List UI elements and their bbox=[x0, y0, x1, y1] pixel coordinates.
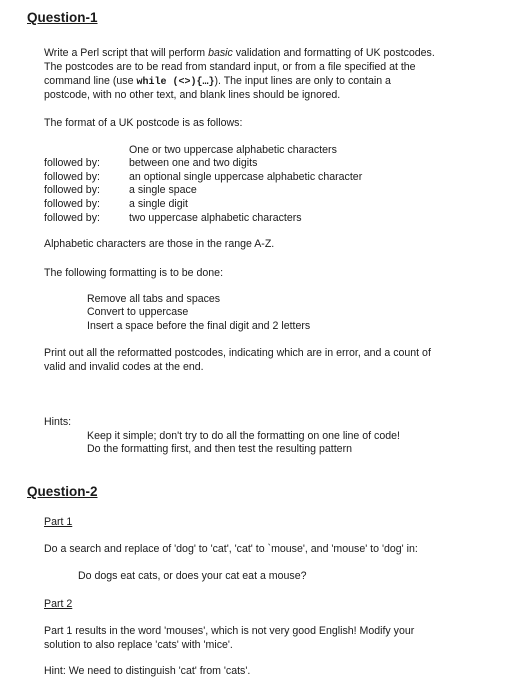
q1-intro-line-1-emphasis: basic bbox=[208, 47, 233, 59]
q1-intro-line-1-b: validation and formatting of UK postcodes. bbox=[232, 47, 435, 59]
q1-print-line-2: valid and invalid codes at the end. bbox=[44, 361, 204, 373]
q1-format-text-3: a single digit bbox=[129, 198, 188, 210]
q1-format-text-4: two uppercase alphabetic characters bbox=[129, 212, 302, 224]
q1-hints-label: Hints: bbox=[44, 416, 72, 428]
q1-format-first: One or two uppercase alphabetic characters bbox=[129, 144, 337, 156]
q1-format-label-3: followed by: bbox=[44, 198, 100, 210]
q1-alpha-note: Alphabetic characters are those in the range A-Z. bbox=[44, 238, 275, 250]
question-2-title: Question-2 bbox=[27, 484, 98, 499]
q1-format-label-4: followed by: bbox=[44, 212, 100, 224]
q1-code-snippet: while (<>){…} bbox=[136, 77, 215, 88]
q1-hint-0: Keep it simple; don't try to do all the formatting on one line of code! bbox=[87, 430, 400, 442]
q1-format-text-1: an optional single uppercase alphabetic character bbox=[129, 171, 363, 183]
q1-formatting-item-2: Insert a space before the final digit and 2 letters bbox=[87, 320, 311, 332]
q1-intro-line-1 bbox=[44, 47, 435, 61]
q2-part1-text: Do a search and replace of 'dog' to 'cat', 'cat' to `mouse', and 'mouse' to 'dog' in: bbox=[44, 543, 418, 555]
q2-part1-label: Part 1 bbox=[44, 516, 73, 528]
q1-print-line-1: Print out all the reformatted postcodes, indicating which are in error, and a count of bbox=[44, 347, 431, 359]
q1-format-heading: The format of a UK postcode is as follows: bbox=[44, 117, 243, 129]
q1-intro-line-4: postcode, with no other text, and blank lines should be ignored. bbox=[44, 89, 341, 101]
q1-formatting-item-0: Remove all tabs and spaces bbox=[87, 293, 221, 305]
q1-intro-line-2: The postcodes are to be read from standard input, or from a file specified at the bbox=[44, 61, 416, 73]
q1-formatting-item-1: Convert to uppercase bbox=[87, 306, 189, 318]
q2-part1-sentence: Do dogs eat cats, or does your cat eat a mouse? bbox=[78, 570, 307, 582]
q1-intro-line-1-a: Write a Perl script that will perform bbox=[44, 47, 209, 59]
q2-part2-line-2: solution to also replace 'cats' with 'mice'. bbox=[44, 639, 233, 651]
q1-intro-line-3 bbox=[44, 75, 391, 90]
q1-format-text-0: between one and two digits bbox=[129, 157, 258, 169]
q1-hint-1: Do the formatting first, and then test the resulting pattern bbox=[87, 443, 352, 455]
q2-part2-label: Part 2 bbox=[44, 598, 73, 610]
q1-intro-line-3-b: ). The input lines are only to contain a bbox=[214, 75, 391, 87]
q2-part2-line-1: Part 1 results in the word 'mouses', which is not very good English! Modify your bbox=[44, 625, 415, 637]
q2-hint: Hint: We need to distinguish 'cat' from 'cats'. bbox=[44, 665, 251, 677]
q1-formatting-heading: The following formatting is to be done: bbox=[44, 267, 224, 279]
q1-format-label-1: followed by: bbox=[44, 171, 100, 183]
question-1-title: Question-1 bbox=[27, 10, 98, 25]
q1-intro-line-3-a: command line (use bbox=[44, 75, 137, 87]
q1-format-label-0: followed by: bbox=[44, 157, 100, 169]
q1-format-label-2: followed by: bbox=[44, 184, 100, 196]
q1-format-text-2: a single space bbox=[129, 184, 197, 196]
